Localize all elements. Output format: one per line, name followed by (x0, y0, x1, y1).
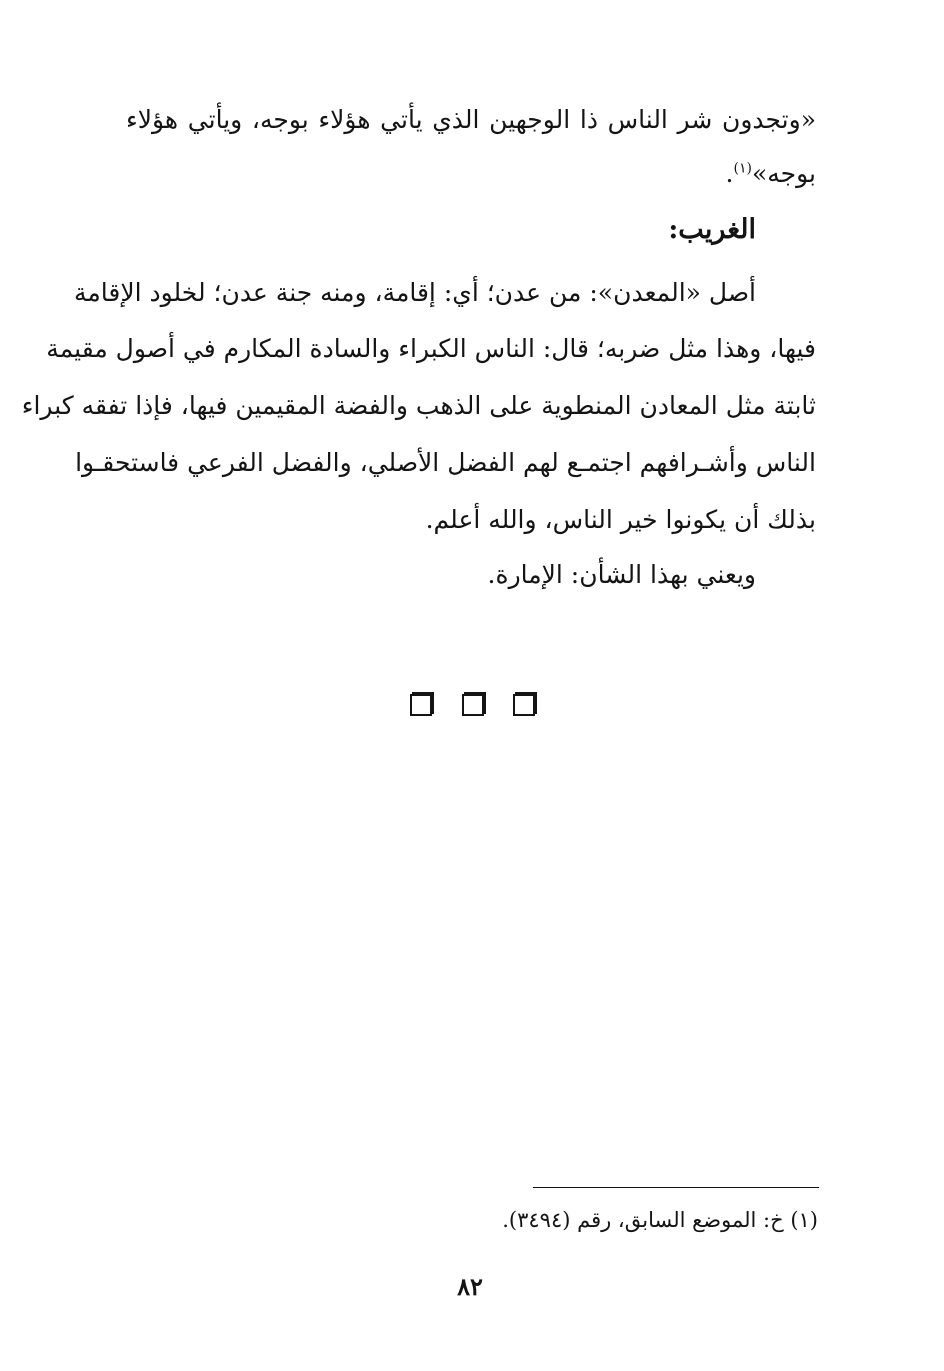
paragraph-line-2: فيها، وهذا مثل ضربه؛ قال: الناس الكبراء والسادة المكارم في أصول مقيمة (46, 334, 816, 363)
paragraph-line-1: أصل «المعدن»: من عدن؛ أي: إقامة، ومنه جنة عدن؛ لخلود الإقامة (73, 278, 756, 307)
paragraph-line-3: ثابتة مثل المعادن المنطوية على الذهب والفضة المقيمين فيها، فإذا تفقه كبراء (21, 391, 816, 420)
section-heading: الغريب: (668, 214, 756, 245)
paragraph-line-4: الناس وأشـرافهم اجتمـع لهم الفضل الأصلي، والفضل الفرعي فاستحقـوا (75, 448, 816, 477)
footnote: (١) خ: الموضع السابق، رقم (٣٤٩٤). (502, 1208, 818, 1232)
quote-line-2-text: بوجه» (751, 159, 816, 188)
paragraph-line-5: بذلك أن يكونوا خير الناس، والله أعلم. (425, 505, 816, 534)
section-separator (410, 690, 535, 720)
paragraph-2: ويعني بهذا الشأن: الإمارة. (487, 560, 756, 589)
page-number: ٨٢ (457, 1272, 483, 1301)
quote-line-2 (126, 157, 816, 191)
square-ornament-icon (462, 694, 484, 716)
square-ornament-icon (513, 694, 535, 716)
quote-line-1: «وتجدون شر الناس ذا الوجهين الذي يأتي هؤلاء بوجه، ويأتي هؤلاء (126, 105, 816, 134)
square-ornament-icon (410, 694, 432, 716)
quote-end-punctuation: . (725, 159, 734, 188)
footnote-divider (533, 1187, 819, 1188)
footnote-reference-mark: (١) (733, 160, 752, 177)
